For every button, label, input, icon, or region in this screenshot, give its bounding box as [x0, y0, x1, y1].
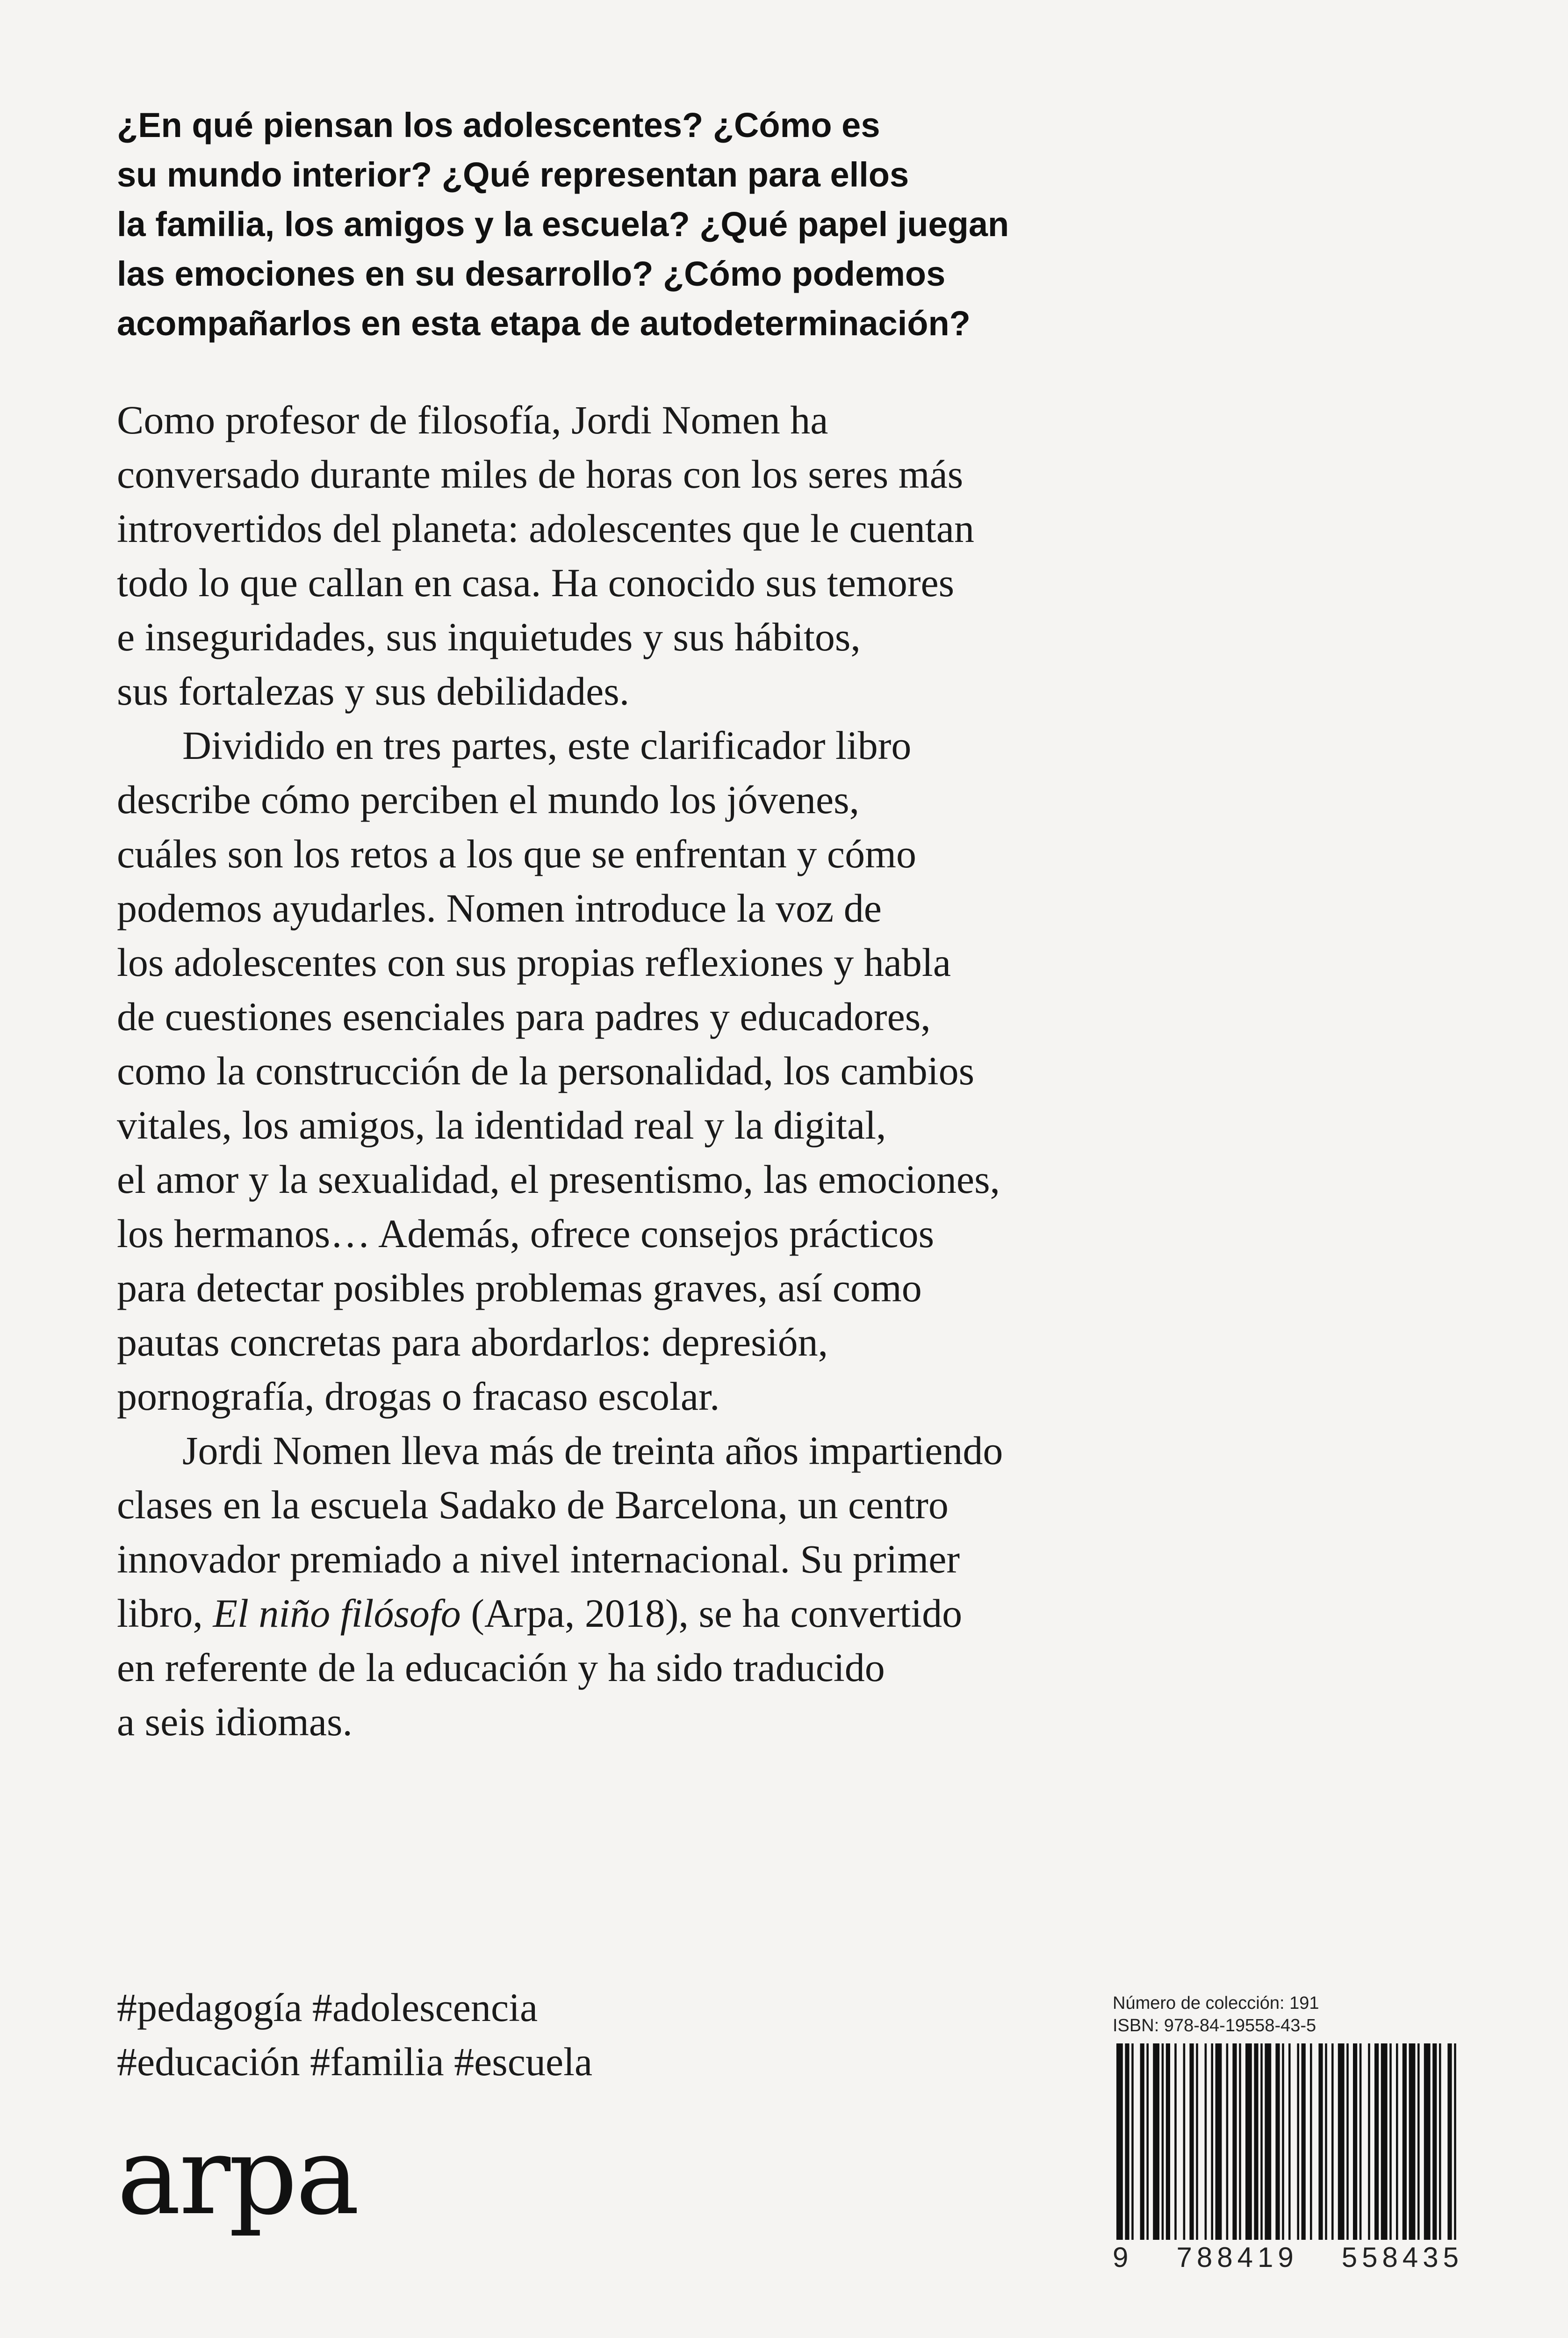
tagline-line: la familia, los amigos y la escuela? ¿Qué papel juegan — [117, 205, 1009, 244]
body-line: clases en la escuela Sadako de Barcelona, un centro — [117, 1482, 949, 1527]
body-line: innovador premiado a nivel internacional. Su primer — [117, 1537, 960, 1581]
body-line: para detectar posibles problemas graves, así como — [117, 1265, 922, 1310]
book-title: El niño filósofo — [213, 1591, 461, 1636]
body-text: libro, — [117, 1591, 213, 1636]
body-line — [117, 1586, 1473, 1640]
tagline-questions — [117, 101, 1473, 348]
isbn-text: ISBN: 978-84-19558-43-5 — [1113, 2016, 1316, 2035]
body-line: de cuestiones esenciales para padres y educadores, — [117, 994, 931, 1039]
tagline-line: ¿En qué piensan los adolescentes? ¿Cómo es — [117, 106, 880, 144]
body-line: pornografía, drogas o fracaso escolar. — [117, 1374, 720, 1419]
body-text: (Arpa, 2018), se ha convertido — [460, 1591, 963, 1636]
tagline-line: su mundo interior? ¿Qué representan para ellos — [117, 155, 909, 194]
tagline-line: las emociones en su desarrollo? ¿Cómo podemos — [117, 254, 946, 293]
body-line: cuáles son los retos a los que se enfrentan y cómo — [117, 831, 916, 876]
body-line: e inseguridades, sus inquietudes y sus hábitos, — [117, 614, 861, 659]
barcode-digit-group: 558435 — [1341, 2242, 1463, 2273]
body-line: el amor y la sexualidad, el presentismo, las emociones, — [117, 1157, 1000, 1202]
body-line: podemos ayudarles. Nomen introduce la voz de — [117, 886, 882, 931]
barcode-block — [1113, 1992, 1463, 2273]
body-line: conversado durante miles de horas con los seres más — [117, 452, 964, 497]
body-line: Dividido en tres partes, este clarificador libro — [182, 723, 912, 768]
barcode-icon — [1113, 2043, 1463, 2240]
body-line: todo lo que callan en casa. Ha conocido sus temores — [117, 560, 955, 605]
body-line: vitales, los amigos, la identidad real y la digital, — [117, 1103, 886, 1147]
book-description — [117, 393, 1473, 1749]
hashtag-line: #educación #familia #escuela — [117, 2039, 593, 2084]
body-line: Como profesor de filosofía, Jordi Nomen ha — [117, 397, 828, 442]
body-line: introvertidos del planeta: adolescentes que le cuentan — [117, 506, 974, 551]
paragraph-3 — [117, 1423, 1473, 1749]
body-line: a seis idiomas. — [117, 1699, 352, 1744]
hashtags — [117, 1980, 1005, 2089]
body-line: en referente de la educación y ha sido traducido — [117, 1645, 885, 1690]
barcode-digits — [1113, 2243, 1463, 2273]
publisher-logo: arpa — [117, 2114, 358, 2239]
hashtag-line: #pedagogía #adolescencia — [117, 1985, 538, 2030]
paragraph-1 — [117, 393, 1473, 718]
body-line: Jordi Nomen lleva más de treinta años impartiendo — [182, 1428, 1003, 1473]
body-line: los hermanos… Además, ofrece consejos prácticos — [117, 1211, 935, 1256]
tagline-line: acompañarlos en esta etapa de autodeterminación? — [117, 304, 971, 343]
collection-number: Número de colección: 191 — [1113, 1993, 1319, 2013]
body-line: los adolescentes con sus propias reflexiones y habla — [117, 940, 951, 985]
paragraph-2 — [117, 718, 1473, 1423]
body-line: como la construcción de la personalidad, los cambios — [117, 1048, 975, 1093]
body-line: pautas concretas para abordarlos: depresión, — [117, 1320, 828, 1364]
barcode-digit-group: 9 — [1113, 2242, 1133, 2273]
body-line: describe cómo perciben el mundo los jóvenes, — [117, 777, 860, 822]
barcode-digit-group: 788419 — [1176, 2242, 1298, 2273]
body-line: sus fortalezas y sus debilidades. — [117, 669, 630, 714]
